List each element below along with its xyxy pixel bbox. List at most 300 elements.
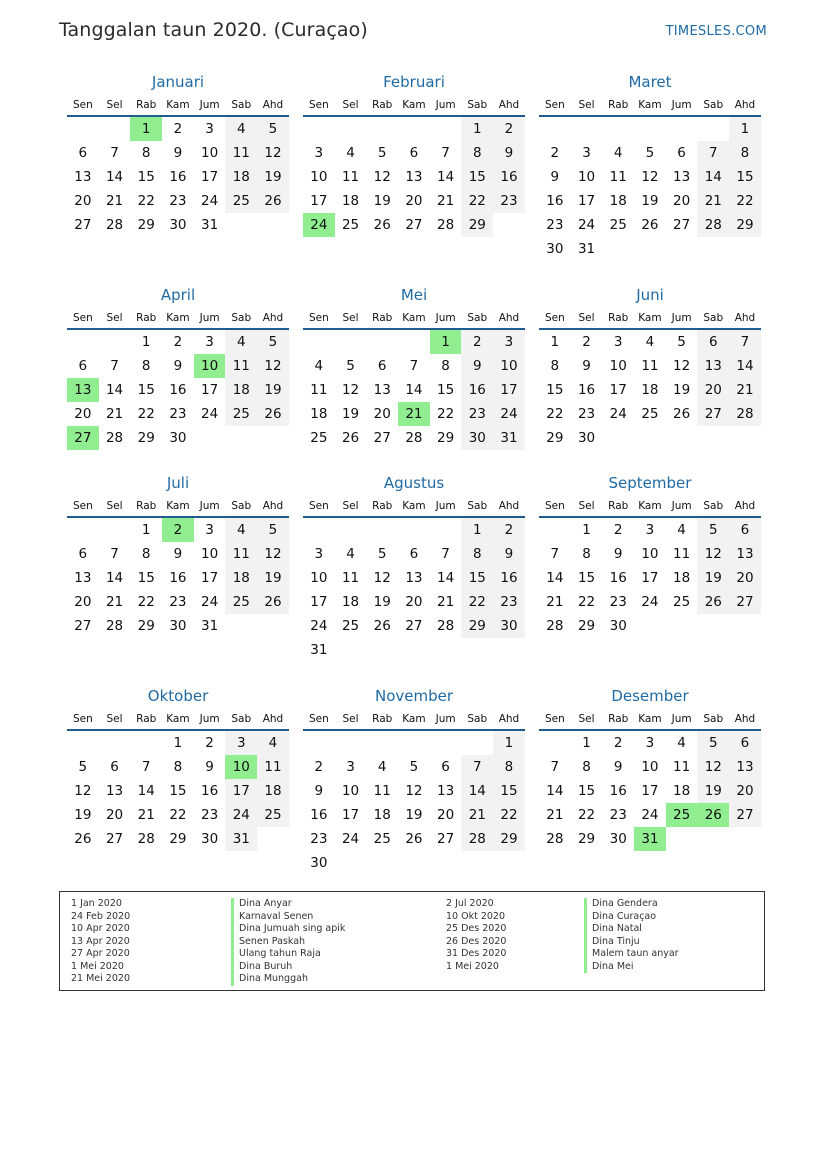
weekday-header: Kam bbox=[398, 96, 430, 117]
empty-cell bbox=[398, 117, 430, 141]
day-cell: 30 bbox=[546, 241, 564, 257]
weekday-header: Jum bbox=[194, 309, 226, 330]
weekday-header: Rab bbox=[366, 497, 398, 518]
weekday-header: Jum bbox=[430, 710, 462, 731]
day-cell: 13 bbox=[405, 169, 423, 185]
day-cell: 4 bbox=[346, 145, 355, 161]
day-cell: 10 bbox=[310, 570, 328, 586]
day-cell: 21 bbox=[546, 807, 564, 823]
day-cell: 22 bbox=[137, 594, 155, 610]
day-cell: 17 bbox=[201, 382, 219, 398]
empty-cell bbox=[67, 330, 99, 354]
month-grid bbox=[303, 710, 525, 875]
day-cell: 30 bbox=[201, 831, 219, 847]
day-cell: 9 bbox=[205, 759, 214, 775]
weekday-header: Sen bbox=[67, 309, 99, 330]
day-cell: 17 bbox=[577, 193, 596, 209]
page-title: Tanggalan taun 2020. (Curaçao) bbox=[59, 19, 368, 41]
day-cell: 25 bbox=[310, 430, 328, 446]
day-cell: 4 bbox=[225, 518, 257, 542]
day-cell: 23 bbox=[201, 807, 219, 823]
weekday-header: Sen bbox=[303, 710, 335, 731]
weekday-header: Ahd bbox=[729, 710, 761, 731]
day-cell: 18 bbox=[257, 779, 289, 803]
day-cell: 6 bbox=[729, 518, 761, 542]
empty-cell bbox=[335, 330, 367, 354]
day-cell: 24 bbox=[225, 803, 257, 827]
day-cell: 20 bbox=[373, 406, 391, 422]
day-cell: 28 bbox=[546, 618, 564, 634]
holiday-day-cell: 31 bbox=[634, 827, 666, 851]
empty-cell bbox=[666, 117, 698, 141]
day-cell: 23 bbox=[546, 217, 564, 233]
day-cell: 3 bbox=[346, 759, 355, 775]
legend-dates-right bbox=[446, 898, 506, 973]
empty-cell bbox=[634, 117, 666, 141]
day-cell: 28 bbox=[729, 402, 761, 426]
weekday-header: Rab bbox=[602, 497, 634, 518]
day-cell: 2 bbox=[314, 759, 324, 775]
weekday-header: Sel bbox=[99, 309, 131, 330]
day-cell: 22 bbox=[577, 807, 596, 823]
weekday-header: Sab bbox=[697, 710, 729, 731]
day-cell: 21 bbox=[461, 803, 493, 827]
empty-cell bbox=[99, 518, 131, 542]
day-cell: 21 bbox=[697, 189, 729, 213]
day-cell: 16 bbox=[493, 566, 525, 590]
day-cell: 16 bbox=[201, 783, 219, 799]
weekday-header: Sen bbox=[539, 309, 571, 330]
day-cell: 18 bbox=[341, 193, 360, 209]
month-name: Maret bbox=[628, 73, 672, 91]
day-cell: 4 bbox=[225, 117, 257, 141]
day-cell: 22 bbox=[137, 406, 155, 422]
day-cell: 30 bbox=[169, 618, 187, 634]
day-cell: 28 bbox=[137, 831, 155, 847]
month-april bbox=[67, 285, 289, 450]
weekday-header: Kam bbox=[634, 710, 666, 731]
empty-cell bbox=[366, 330, 398, 354]
day-cell: 26 bbox=[641, 217, 659, 233]
day-cell: 24 bbox=[201, 594, 219, 610]
weekday-header: Rab bbox=[130, 710, 162, 731]
day-cell: 29 bbox=[437, 430, 455, 446]
day-cell: 15 bbox=[137, 570, 155, 586]
month-grid bbox=[67, 497, 289, 638]
day-cell: 25 bbox=[225, 590, 257, 614]
holiday-day-cell: 1 bbox=[430, 330, 462, 354]
day-cell: 5 bbox=[677, 334, 686, 350]
day-cell: 5 bbox=[645, 145, 655, 161]
legend-entry: Dina Natal bbox=[584, 923, 679, 936]
empty-cell bbox=[335, 117, 367, 141]
day-cell: 10 bbox=[641, 759, 659, 775]
month-oktober bbox=[67, 686, 289, 851]
holiday-day-cell: 24 bbox=[303, 213, 335, 237]
day-cell: 8 bbox=[582, 759, 591, 775]
weekday-header: Sab bbox=[225, 497, 257, 518]
day-cell: 15 bbox=[461, 165, 493, 189]
day-cell: 17 bbox=[225, 779, 257, 803]
day-cell: 14 bbox=[546, 783, 564, 799]
day-cell: 27 bbox=[105, 831, 124, 847]
day-cell: 18 bbox=[609, 193, 627, 209]
empty-cell bbox=[539, 731, 571, 755]
day-cell: 30 bbox=[169, 430, 187, 446]
day-cell: 30 bbox=[461, 426, 493, 450]
day-cell: 26 bbox=[257, 590, 289, 614]
day-cell: 2 bbox=[550, 145, 560, 161]
day-cell: 25 bbox=[373, 831, 391, 847]
weekday-header: Sen bbox=[303, 497, 335, 518]
legend-entry: 13 Apr 2020 bbox=[71, 935, 130, 947]
month-grid bbox=[539, 309, 761, 450]
day-cell: 31 bbox=[201, 618, 219, 634]
day-cell: 10 bbox=[493, 354, 525, 378]
month-grid bbox=[67, 710, 289, 851]
day-cell: 23 bbox=[461, 402, 493, 426]
day-cell: 20 bbox=[729, 779, 761, 803]
legend-entry: Ulang tahun Raja bbox=[231, 948, 345, 961]
day-cell: 7 bbox=[550, 546, 560, 562]
day-cell: 23 bbox=[609, 807, 627, 823]
month-grid bbox=[67, 309, 289, 450]
weekday-header: Rab bbox=[602, 96, 634, 117]
day-cell: 29 bbox=[461, 614, 493, 638]
day-cell: 12 bbox=[373, 169, 391, 185]
day-cell: 9 bbox=[613, 546, 623, 562]
day-cell: 15 bbox=[437, 382, 455, 398]
day-cell: 24 bbox=[641, 594, 659, 610]
day-cell: 27 bbox=[405, 618, 423, 634]
weekday-header: Rab bbox=[366, 309, 398, 330]
day-cell: 16 bbox=[493, 165, 525, 189]
day-cell: 4 bbox=[225, 330, 257, 354]
day-cell: 30 bbox=[493, 614, 525, 638]
weekday-header: Sel bbox=[335, 309, 367, 330]
day-cell: 28 bbox=[437, 618, 455, 634]
day-cell: 3 bbox=[645, 522, 655, 538]
legend-entry: 21 Mei 2020 bbox=[71, 973, 130, 984]
legend-entry: 10 Apr 2020 bbox=[71, 923, 130, 934]
day-cell: 14 bbox=[461, 779, 493, 803]
day-cell: 21 bbox=[437, 193, 455, 209]
day-cell: 9 bbox=[582, 358, 591, 374]
day-cell: 15 bbox=[137, 169, 155, 185]
day-cell: 11 bbox=[257, 755, 289, 779]
day-cell: 5 bbox=[346, 358, 355, 374]
day-cell: 18 bbox=[310, 406, 328, 422]
day-cell: 4 bbox=[613, 145, 623, 161]
day-cell: 8 bbox=[493, 755, 525, 779]
weekday-header: Ahd bbox=[257, 497, 289, 518]
day-cell: 28 bbox=[105, 430, 124, 446]
day-cell: 11 bbox=[373, 783, 391, 799]
day-cell: 5 bbox=[697, 518, 729, 542]
day-cell: 6 bbox=[441, 759, 450, 775]
legend-dates-left bbox=[71, 898, 130, 986]
day-cell: 14 bbox=[697, 165, 729, 189]
empty-cell bbox=[398, 518, 430, 542]
legend-entry: Karnaval Senen bbox=[231, 911, 345, 924]
empty-cell bbox=[398, 731, 430, 755]
month-name: Juli bbox=[166, 474, 190, 492]
day-cell: 2 bbox=[205, 735, 214, 751]
day-cell: 31 bbox=[310, 642, 328, 658]
weekday-header: Rab bbox=[602, 710, 634, 731]
day-cell: 29 bbox=[137, 430, 155, 446]
holiday-day-cell: 2 bbox=[162, 518, 194, 542]
weekday-header: Sen bbox=[67, 96, 99, 117]
weekday-header: Rab bbox=[130, 497, 162, 518]
day-cell: 21 bbox=[437, 594, 455, 610]
day-cell: 6 bbox=[78, 358, 88, 374]
day-cell: 4 bbox=[346, 546, 355, 562]
day-cell: 22 bbox=[546, 406, 564, 422]
weekday-header: Sen bbox=[539, 96, 571, 117]
weekday-header: Jum bbox=[194, 96, 226, 117]
day-cell: 13 bbox=[729, 542, 761, 566]
brand-link[interactable]: TIMESLES.COM bbox=[665, 24, 767, 39]
holiday-day-cell: 10 bbox=[225, 755, 257, 779]
weekday-header: Sen bbox=[303, 96, 335, 117]
day-cell: 7 bbox=[729, 330, 761, 354]
day-cell: 7 bbox=[461, 755, 493, 779]
weekday-header: Sen bbox=[67, 497, 99, 518]
day-cell: 23 bbox=[609, 594, 627, 610]
holiday-day-cell: 10 bbox=[194, 354, 226, 378]
day-cell: 13 bbox=[673, 169, 691, 185]
day-cell: 30 bbox=[577, 430, 596, 446]
day-cell: 6 bbox=[697, 330, 729, 354]
day-cell: 17 bbox=[201, 169, 219, 185]
day-cell: 27 bbox=[729, 590, 761, 614]
day-cell: 20 bbox=[74, 406, 92, 422]
day-cell: 13 bbox=[373, 382, 391, 398]
day-cell: 22 bbox=[493, 803, 525, 827]
day-cell: 8 bbox=[461, 141, 493, 165]
empty-cell bbox=[602, 117, 634, 141]
holiday-day-cell: 13 bbox=[67, 378, 99, 402]
day-cell: 22 bbox=[729, 189, 761, 213]
day-cell: 3 bbox=[205, 121, 214, 137]
day-cell: 11 bbox=[310, 382, 328, 398]
day-cell: 14 bbox=[546, 570, 564, 586]
day-cell: 14 bbox=[105, 169, 124, 185]
weekday-header: Jum bbox=[194, 497, 226, 518]
day-cell: 3 bbox=[314, 145, 324, 161]
day-cell: 23 bbox=[493, 590, 525, 614]
day-cell: 26 bbox=[341, 430, 360, 446]
day-cell: 18 bbox=[225, 566, 257, 590]
month-name: September bbox=[608, 474, 692, 492]
empty-cell bbox=[99, 117, 131, 141]
day-cell: 11 bbox=[341, 169, 360, 185]
day-cell: 26 bbox=[697, 590, 729, 614]
weekday-header: Ahd bbox=[729, 497, 761, 518]
day-cell: 29 bbox=[137, 217, 155, 233]
day-cell: 27 bbox=[74, 618, 92, 634]
day-cell: 20 bbox=[405, 594, 423, 610]
day-cell: 24 bbox=[201, 406, 219, 422]
day-cell: 25 bbox=[341, 618, 360, 634]
empty-cell bbox=[130, 731, 162, 755]
day-cell: 19 bbox=[373, 594, 391, 610]
day-cell: 25 bbox=[341, 217, 360, 233]
day-cell: 18 bbox=[641, 382, 659, 398]
day-cell: 22 bbox=[461, 189, 493, 213]
month-grid bbox=[303, 497, 525, 662]
month-name: Desember bbox=[611, 687, 689, 705]
day-cell: 7 bbox=[409, 358, 419, 374]
day-cell: 26 bbox=[373, 618, 391, 634]
day-cell: 13 bbox=[697, 354, 729, 378]
day-cell: 24 bbox=[493, 402, 525, 426]
empty-cell bbox=[303, 518, 335, 542]
empty-cell bbox=[366, 117, 398, 141]
legend-entry: Dina Munggah bbox=[231, 973, 345, 986]
day-cell: 12 bbox=[405, 783, 423, 799]
weekday-header: Sab bbox=[697, 309, 729, 330]
day-cell: 4 bbox=[645, 334, 655, 350]
weekday-header: Sen bbox=[539, 710, 571, 731]
day-cell: 19 bbox=[673, 382, 691, 398]
day-cell: 5 bbox=[257, 518, 289, 542]
weekday-header: Ahd bbox=[729, 96, 761, 117]
day-cell: 7 bbox=[110, 358, 119, 374]
day-cell: 8 bbox=[461, 542, 493, 566]
day-cell: 14 bbox=[137, 783, 155, 799]
weekday-header: Rab bbox=[366, 96, 398, 117]
legend-entry: 2 Jul 2020 bbox=[446, 898, 494, 909]
day-cell: 3 bbox=[613, 334, 623, 350]
day-cell: 25 bbox=[225, 189, 257, 213]
weekday-header: Kam bbox=[634, 96, 666, 117]
weekday-header: Rab bbox=[602, 309, 634, 330]
day-cell: 8 bbox=[141, 358, 151, 374]
day-cell: 10 bbox=[577, 169, 596, 185]
day-cell: 6 bbox=[409, 145, 419, 161]
holiday-day-cell: 25 bbox=[666, 803, 698, 827]
day-cell: 5 bbox=[377, 546, 387, 562]
day-cell: 12 bbox=[257, 354, 289, 378]
day-cell: 7 bbox=[550, 759, 560, 775]
empty-cell bbox=[539, 518, 571, 542]
holiday-day-cell: 27 bbox=[67, 426, 99, 450]
day-cell: 20 bbox=[74, 193, 92, 209]
day-cell: 11 bbox=[641, 358, 659, 374]
day-cell: 23 bbox=[493, 189, 525, 213]
day-cell: 11 bbox=[225, 542, 257, 566]
day-cell: 9 bbox=[613, 759, 623, 775]
weekday-header: Kam bbox=[398, 710, 430, 731]
month-grid bbox=[67, 96, 289, 237]
month-september bbox=[539, 473, 761, 638]
day-cell: 30 bbox=[609, 618, 627, 634]
month-februari bbox=[303, 72, 525, 237]
day-cell: 3 bbox=[645, 735, 655, 751]
day-cell: 8 bbox=[141, 546, 151, 562]
month-name: Mei bbox=[400, 286, 428, 304]
day-cell: 25 bbox=[609, 217, 627, 233]
day-cell: 4 bbox=[377, 759, 387, 775]
weekday-header: Ahd bbox=[257, 96, 289, 117]
day-cell: 28 bbox=[105, 618, 124, 634]
day-cell: 18 bbox=[673, 783, 691, 799]
weekday-header: Kam bbox=[398, 497, 430, 518]
month-name: Oktober bbox=[147, 687, 209, 705]
day-cell: 19 bbox=[373, 193, 391, 209]
legend-entry: Dina Gendera bbox=[584, 898, 679, 911]
weekday-header: Sel bbox=[99, 96, 131, 117]
day-cell: 7 bbox=[110, 145, 119, 161]
day-cell: 29 bbox=[729, 213, 761, 237]
day-cell: 29 bbox=[577, 618, 596, 634]
day-cell: 14 bbox=[105, 382, 124, 398]
day-cell: 1 bbox=[173, 735, 183, 751]
month-grid bbox=[303, 309, 525, 450]
day-cell: 14 bbox=[105, 570, 124, 586]
day-cell: 28 bbox=[697, 213, 729, 237]
legend-entry: 10 Okt 2020 bbox=[446, 910, 506, 922]
day-cell: 9 bbox=[314, 783, 324, 799]
legend-entry: 24 Feb 2020 bbox=[71, 910, 131, 922]
day-cell: 15 bbox=[137, 382, 155, 398]
legend-entry: 25 Des 2020 bbox=[446, 923, 507, 934]
weekday-header: Sab bbox=[225, 309, 257, 330]
weekday-header: Sel bbox=[335, 497, 367, 518]
day-cell: 27 bbox=[74, 217, 92, 233]
day-cell: 5 bbox=[697, 731, 729, 755]
day-cell: 14 bbox=[405, 382, 423, 398]
weekday-header: Sab bbox=[225, 96, 257, 117]
day-cell: 12 bbox=[74, 783, 92, 799]
day-cell: 20 bbox=[437, 807, 455, 823]
weekday-header: Sen bbox=[303, 309, 335, 330]
month-name: November bbox=[374, 687, 454, 705]
day-cell: 1 bbox=[582, 735, 591, 751]
day-cell: 21 bbox=[546, 594, 564, 610]
empty-cell bbox=[430, 518, 462, 542]
day-cell: 11 bbox=[609, 169, 627, 185]
day-cell: 29 bbox=[137, 618, 155, 634]
day-cell: 23 bbox=[169, 193, 187, 209]
day-cell: 13 bbox=[74, 169, 92, 185]
day-cell: 30 bbox=[609, 831, 627, 847]
empty-cell bbox=[366, 731, 398, 755]
day-cell: 19 bbox=[74, 807, 92, 823]
legend-names-right bbox=[584, 898, 679, 973]
day-cell: 10 bbox=[201, 145, 219, 161]
day-cell: 26 bbox=[257, 189, 289, 213]
day-cell: 22 bbox=[461, 590, 493, 614]
empty-cell bbox=[697, 117, 729, 141]
day-cell: 19 bbox=[405, 807, 423, 823]
day-cell: 13 bbox=[437, 783, 455, 799]
weekday-header: Kam bbox=[162, 96, 194, 117]
day-cell: 22 bbox=[169, 807, 187, 823]
month-mei bbox=[303, 285, 525, 450]
weekday-header: Sab bbox=[461, 497, 493, 518]
empty-cell bbox=[430, 117, 462, 141]
day-cell: 8 bbox=[550, 358, 560, 374]
day-cell: 17 bbox=[341, 807, 360, 823]
empty-cell bbox=[303, 731, 335, 755]
day-cell: 9 bbox=[173, 358, 183, 374]
month-name: Februari bbox=[383, 73, 445, 91]
day-cell: 31 bbox=[225, 827, 257, 851]
empty-cell bbox=[335, 731, 367, 755]
